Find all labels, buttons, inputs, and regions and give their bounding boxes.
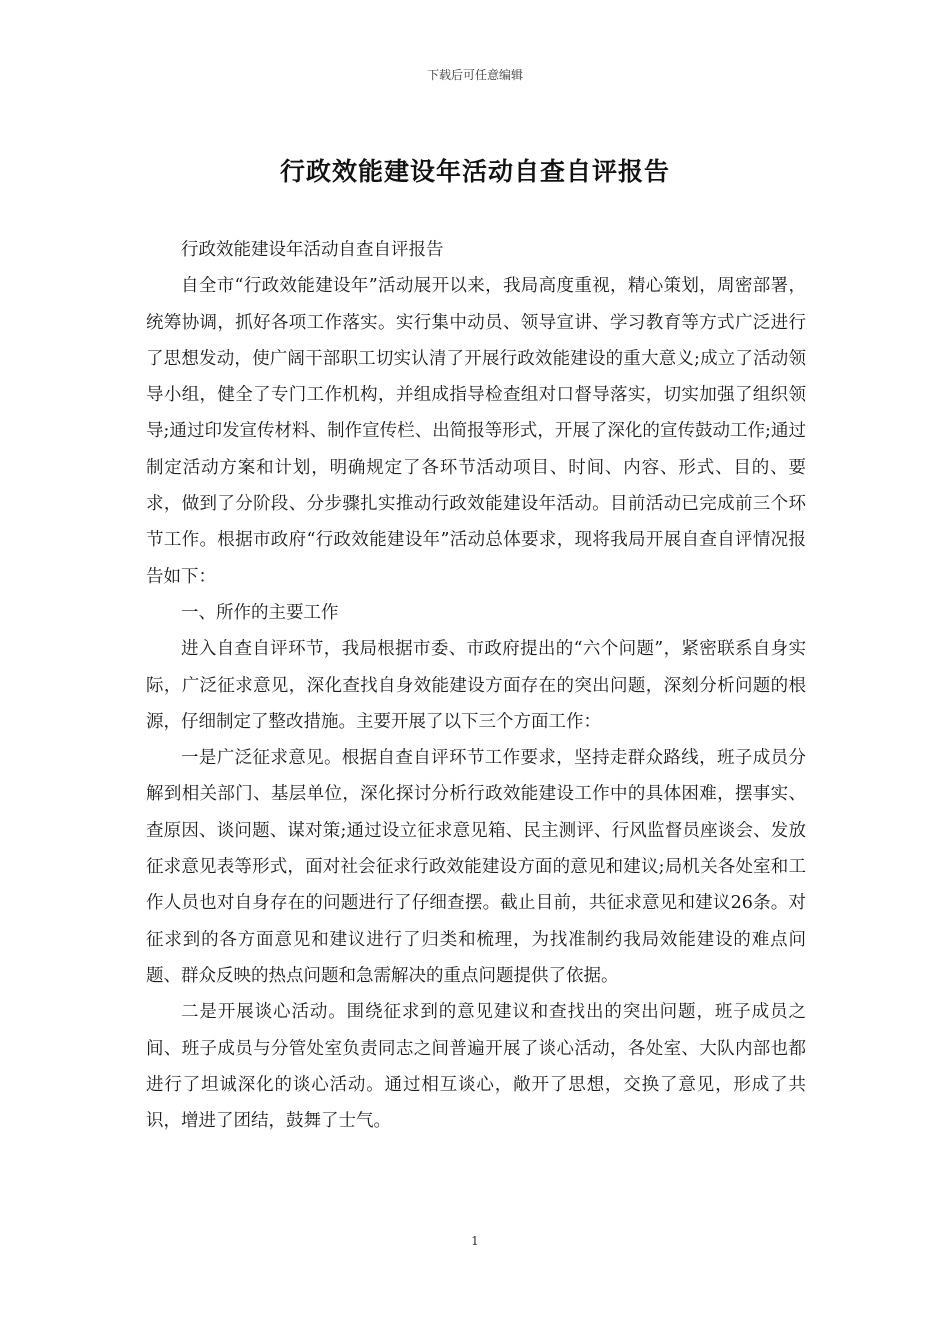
document-title: 行政效能建设年活动自查自评报告 [279,157,670,186]
paragraph-subtitle: 行政效能建设年活动自查自评报告 [181,240,444,260]
page-number: 1 [471,1234,479,1248]
paragraph-item-one: 一是广泛征求意见。根据自查自评环节工作要求，坚持走群众路线，班子成员分解到相关部门、基层单位，深化探讨分析行政效能建设工作中的具体困难，摆事实、查原因、谈问题、谋对策;通过设立征求意见箱、民主测评、行风监督员座谈会、发放征求意见表等形式，面对社会征求行政效能建设方面的意见和建议;局机关各处室和工作人员也对自身存在的问题进行了仔细查摆。截止目前，共征求意见和建议26条。对征求到的各方面意见和建议进行了归类和梳理，为找准制约我局效能建设的难点问题、群众反映的热点问题和急需解决的重点问题提供了依据。 [146,748,806,986]
paragraph-overview: 进入自查自评环节，我局根据市委、市政府提出的“六个问题”，紧密联系自身实际，广泛征求意见，深化查找自身效能建设方面存在的突出问题，深刻分析问题的根源，仔细制定了整改措施。主要开展了以下三个方面工作： [146,639,806,732]
paragraph-intro: 自全市“行政效能建设年”活动展开以来，我局高度重视，精心策划，周密部署，统筹协调，抓好各项工作落实。实行集中动员、领导宣讲、学习教育等方式广泛进行了思想发动，使广阔干部职工切实认清了开展行政效能建设的重大意义;成立了活动领导小组，健全了专门工作机构，并组成指导检查组对口督导落实，切实加强了组织领导;通过印发宣传材料、制作宣传栏、出简报等形式，开展了深化的宣传鼓动工作;通过制定活动方案和计划，明确规定了各环节活动项目、时间、内容、形式、目的、要求，做到了分阶段、分步骤扎实推动行政效能建设年活动。目前活动已完成前三个环节工作。根据市政府“行政效能建设年”活动总体要求，现将我局开展自查自评情况报告如下： [146,276,806,587]
document-body [146,232,806,1139]
header-note: 下载后可任意编辑 [426,68,523,82]
paragraph-item-two: 二是开展谈心活动。围绕征求到的意见建议和查找出的突出问题，班子成员之间、班子成员与分管处室负责同志之间普遍开展了谈心活动，各处室、大队内部也都进行了坦诚深化的谈心活动。通过相互谈心，敞开了思想，交换了意见，形成了共识，增进了团结，鼓舞了士气。 [146,1002,806,1132]
section-heading: 一、所作的主要工作 [181,602,339,623]
